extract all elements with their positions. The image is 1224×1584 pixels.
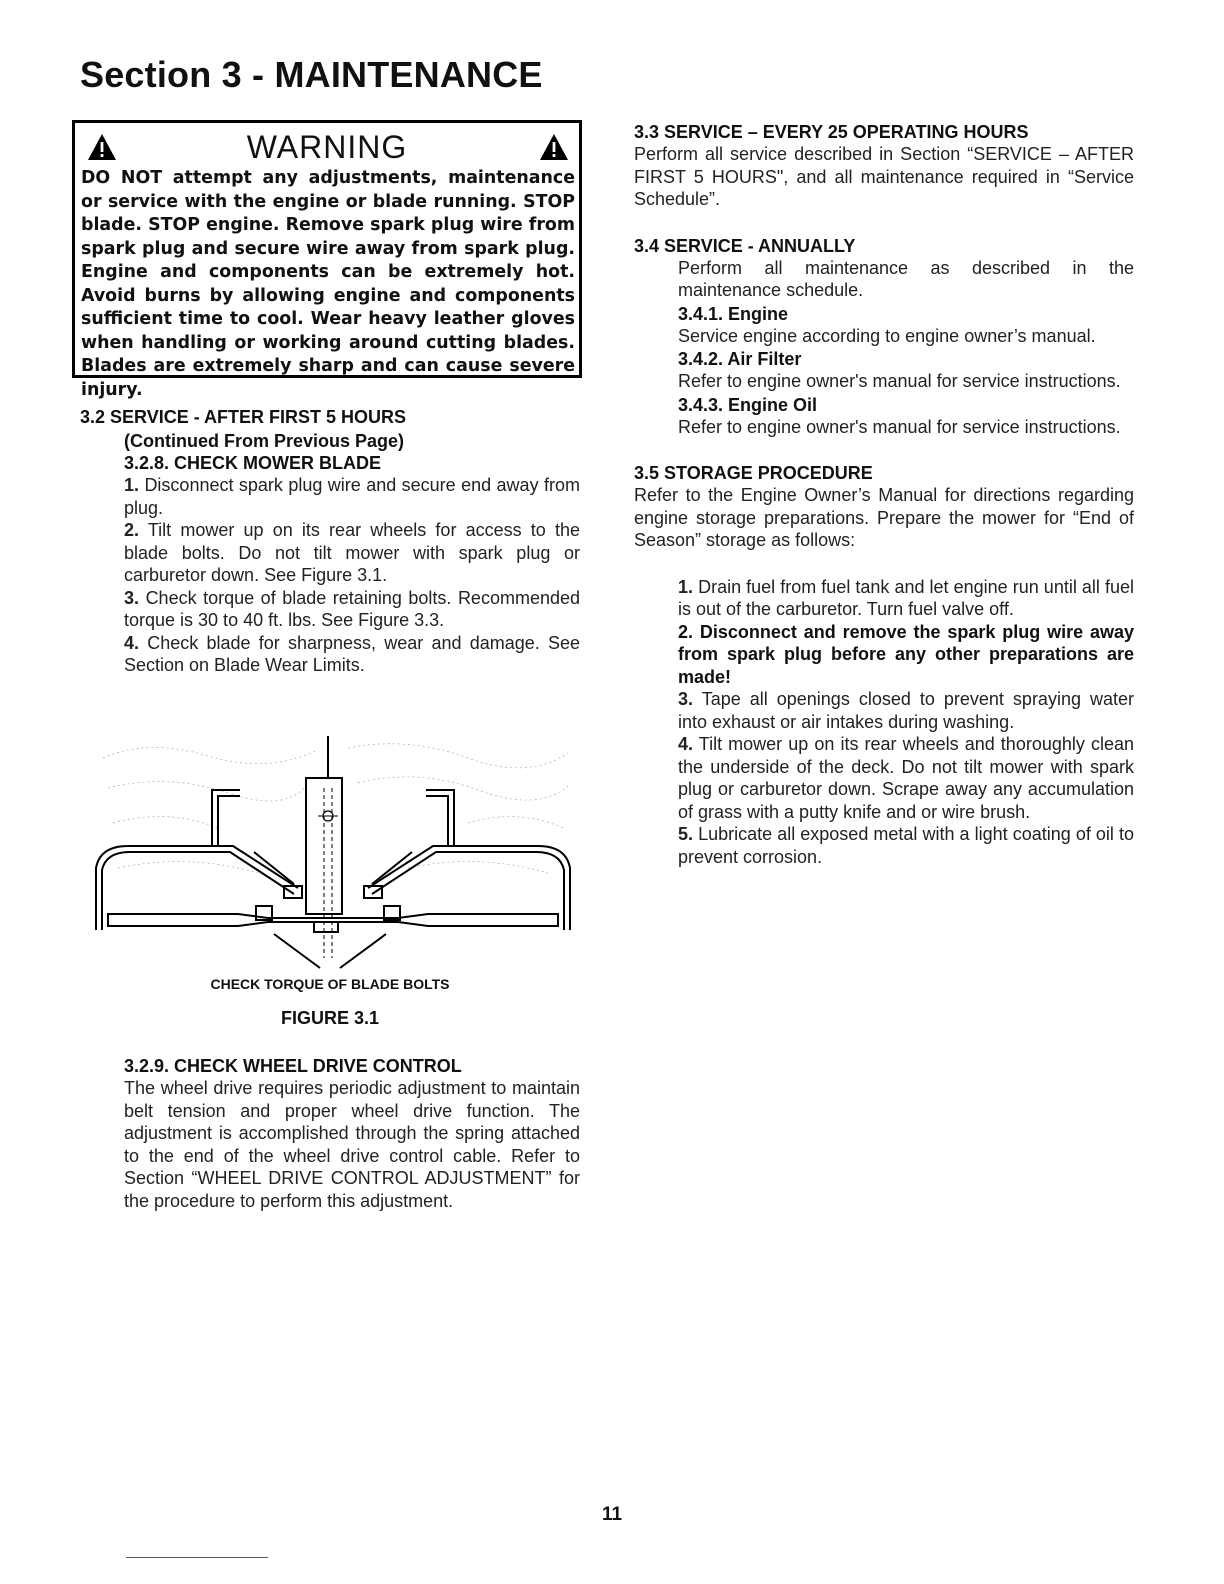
section-heading: 3.3 SERVICE – EVERY 25 OPERATING HOURS (634, 122, 1029, 142)
subsection-heading: 3.4.1. Engine (678, 303, 789, 324)
mower-blade-diagram (88, 728, 578, 972)
section-3-2-8 (124, 452, 580, 677)
page-title: Section 3 - MAINTENANCE (80, 54, 543, 95)
section-heading: 3.2 SERVICE - AFTER FIRST 5 HOURS (80, 407, 407, 427)
subsection-heading: 3.2.9. CHECK WHEEL DRIVE CONTROL (124, 1056, 462, 1076)
paragraph: Refer to engine owner's manual for service instructions. (678, 416, 1121, 437)
list-item: 1. Disconnect spark plug wire and secure end away from plug. (124, 475, 580, 518)
subsection-heading: 3.4.2. Air Filter (678, 349, 802, 369)
section-3-2 (80, 406, 580, 677)
list-item: 4. Check blade for sharpness, wear and damage. See Section on Blade Wear Limits. (124, 632, 580, 675)
list-item: 4. Tilt mower up on its rear wheels and thoroughly clean the underside of the deck. Do not tilt mower with spark plug or carburetor down. Scrape away any accumulation of grass with a putty knife and or wire brush. (678, 734, 1134, 822)
section-subheading: (Continued From Previous Page) (124, 431, 405, 451)
subsection-heading: 3.2.8. CHECK MOWER BLADE (124, 453, 382, 473)
figure-callout: CHECK TORQUE OF BLADE BOLTS (210, 976, 450, 992)
warning-text: DO NOT attempt any adjustments, maintenance or service with the engine or blade running. STOP blade. STOP engine. Remove spark plug wire from spark plug and secure wire away from spark plug. Engine and components can be extremely hot. Avoid burns by allowing engine and components sufficient time to cool. Wear heavy leather gloves when handling or working around cutting blades. Blades are extremely sharp and can cause severe injury. (81, 168, 575, 400)
section-heading: 3.5 STORAGE PROCEDURE (634, 463, 873, 483)
list-item: 2. Disconnect and remove the spark plug wire away from spark plug before any other preparations are made! (678, 621, 1134, 687)
paragraph: Perform all maintenance as described in the maintenance schedule. (678, 257, 1134, 300)
list-item: 2. Tilt mower up on its rear wheels for access to the blade bolts. Do not tilt mower with spark plug or carburetor down. See Figure 3.1. (124, 520, 580, 585)
paragraph: Perform all service described in Section “SERVICE – AFTER FIRST 5 HOURS", and all maintenance required in “Service Schedule”. (634, 144, 1134, 209)
page-number: 11 (601, 1504, 623, 1525)
warning-triangle-icon (539, 133, 569, 161)
paragraph: Refer to the Engine Owner’s Manual for directions regarding engine storage preparations. Prepare the mower for “End of Season” storage as follows: (634, 485, 1134, 550)
list-item: 3. Check torque of blade retaining bolts. Recommended torque is 30 to 40 ft. lbs. See Figure 3.3. (124, 587, 580, 630)
subsection-heading: 3.4.3. Engine Oil (678, 394, 818, 415)
section-3-2-9 (124, 1055, 580, 1212)
paragraph: The wheel drive requires periodic adjustment to maintain belt tension and proper wheel drive function. The adjustment is accomplished through the spring attached to the end of the wheel drive control cable. Refer to Section “WHEEL DRIVE CONTROL ADJUSTMENT” for the procedure to perform this adjustment. (124, 1078, 580, 1211)
paragraph: Refer to engine owner's manual for service instructions. (678, 371, 1121, 391)
section-heading: 3.4 SERVICE - ANNUALLY (634, 235, 856, 256)
figure-caption: FIGURE 3.1 (280, 1008, 380, 1028)
list-item: 3. Tape all openings closed to prevent spraying water into exhaust or air intakes during washing. (678, 689, 1134, 732)
section-3-3 (634, 121, 1134, 211)
list-item: 5. Lubricate all exposed metal with a light coating of oil to prevent corrosion. (678, 824, 1134, 867)
list-item: 1. Drain fuel from fuel tank and let engine run until all fuel is out of the carburetor. Turn fuel valve off. (678, 576, 1134, 619)
footer-rule (126, 1557, 268, 1558)
section-3-4 (634, 235, 1134, 439)
right-column (634, 121, 1134, 868)
warning-title: WARNING (246, 129, 408, 165)
warning-box (72, 120, 582, 400)
section-3-5 (634, 462, 1134, 868)
paragraph: Service engine according to engine owner’s manual. (678, 325, 1096, 346)
